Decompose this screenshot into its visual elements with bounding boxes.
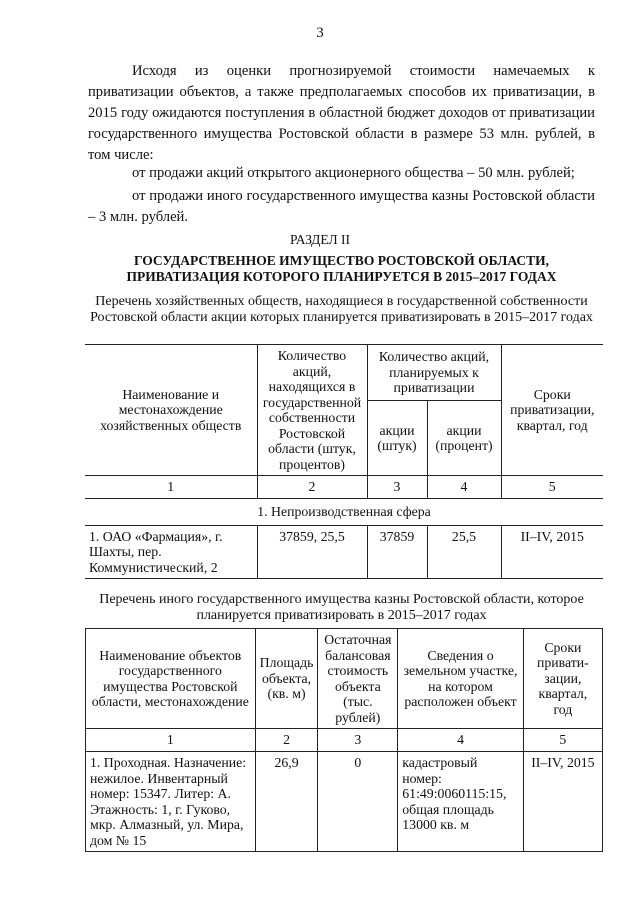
company-name: 1. ОАО «Фармация», г. Шахты, пер. Коммунистический, 2 bbox=[85, 525, 257, 579]
column-number: 2 bbox=[255, 729, 318, 752]
property-name: 1. Проходная. Назначение: нежилое. Инвентарный номер: 15347. Литер: А. Этажность: 1, г. Гуково, мкр. Алмазный, ул. Мира, дом № 15 bbox=[86, 752, 256, 852]
header-terms: Сроки приватизации, квартал, год bbox=[501, 345, 603, 476]
column-number: 2 bbox=[257, 476, 367, 499]
header-company-name: Наименование и местонахождение хозяйственных обществ bbox=[85, 345, 257, 476]
paragraph-property-sale: от продажи иного государственного имущества казны Ростовской области – 3 млн. рублей. bbox=[88, 188, 595, 225]
planned-shares: 37859 bbox=[367, 525, 427, 579]
column-number: 5 bbox=[523, 729, 602, 752]
table2-caption: Перечень иного государственного имущества казны Ростовской области, которое планируется приватизировать в 2015–2017 годах bbox=[99, 592, 584, 623]
paragraph-shares-sale: от продажи акций открытого акционерного общества – 50 млн. рублей; bbox=[132, 165, 575, 181]
sphere-heading: 1. Непроизводственная сфера bbox=[85, 499, 603, 526]
header-quantity-owned: Количество акций, находящихся в государственной собственности Ростовской области (штук, процентов) bbox=[257, 345, 367, 476]
privatization-terms: II–IV, 2015 bbox=[523, 752, 602, 852]
column-number: 4 bbox=[398, 729, 523, 752]
page-number: 3 bbox=[316, 25, 324, 41]
paragraph-revenue-estimate: Исходя из оценки прогнозируемой стоимости намечаемых к приватизации объектов, а также предполагаемых способов их приватизации, в 2015 году ожидаются поступления в областной бюджет доходов от приватизации государственного имущества Ростовской области в размере 53 млн. рублей, в том числе: bbox=[88, 63, 595, 163]
planned-percent: 25,5 bbox=[427, 525, 501, 579]
table-row bbox=[86, 752, 603, 852]
header-area: Площадь объекта, (кв. м) bbox=[255, 629, 318, 729]
property-area: 26,9 bbox=[255, 752, 318, 852]
land-info: кадастровый номер: 61:49:0060115:15, общая площадь 13000 кв. м bbox=[398, 752, 523, 852]
header-planned-group: Количество акций, планируемых к приватизации bbox=[367, 345, 501, 401]
column-number: 1 bbox=[86, 729, 256, 752]
column-number: 3 bbox=[367, 476, 427, 499]
table-row bbox=[85, 525, 603, 579]
header-land-info: Сведения о земельном участке, на котором расположен объект bbox=[398, 629, 523, 729]
column-number: 4 bbox=[427, 476, 501, 499]
section-label: РАЗДЕЛ II bbox=[290, 232, 350, 247]
header-residual-value: Остаточная балансовая стоимость объекта (тыс. рублей) bbox=[318, 629, 398, 729]
header-planned-shares: акции (штук) bbox=[367, 401, 427, 476]
privatization-terms: II–IV, 2015 bbox=[501, 525, 603, 579]
column-number: 3 bbox=[318, 729, 398, 752]
residual-value: 0 bbox=[318, 752, 398, 852]
companies-table bbox=[85, 344, 603, 579]
column-number: 5 bbox=[501, 476, 603, 499]
property-table bbox=[85, 628, 603, 852]
quantity-owned: 37859, 25,5 bbox=[257, 525, 367, 579]
header-property-name: Наименование объектов государственного имущества Ростовской области, местонахождение bbox=[86, 629, 256, 729]
header-terms: Сроки привати-зации, квартал, год bbox=[523, 629, 602, 729]
table1-caption: Перечень хозяйственных обществ, находящиеся в государственной собственности Ростовской области акции которых планируется приватизировать в 2015–2017 годах bbox=[90, 294, 593, 325]
header-planned-percent: акции (процент) bbox=[427, 401, 501, 476]
section-title: ГОСУДАРСТВЕННОЕ ИМУЩЕСТВО РОСТОВСКОЙ ОБЛАСТИ, ПРИВАТИЗАЦИЯ КОТОРОГО ПЛАНИРУЕТСЯ В 2015–2017 ГОДАХ bbox=[126, 253, 557, 284]
column-number: 1 bbox=[85, 476, 257, 499]
